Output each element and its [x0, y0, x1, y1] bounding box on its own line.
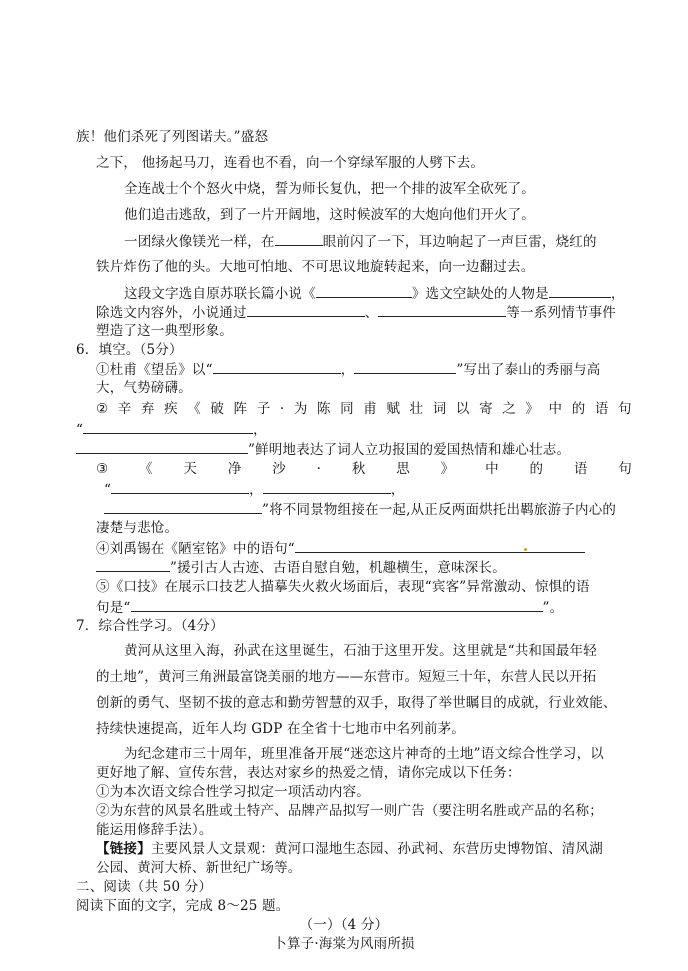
answer-blank — [378, 303, 506, 317]
q7-material-1: 黄河从这里入海，孙武在这里诞生，石油于这里开发。这里就是“共和国最年轻 — [124, 643, 597, 659]
story-line-1: 族！他们杀死了列图诺夫。”盛怒 — [76, 129, 269, 145]
poem-title: 卜算子·海棠为风雨所损 — [273, 936, 415, 952]
q6-item-3-end: 凄楚与悲怆。 — [96, 520, 179, 536]
answer-blank — [213, 360, 341, 374]
q6-item-4: ④刘禹锡在《陋室铭》中的语句“ — [96, 539, 688, 558]
story-line-3: 全连战士个个怒火中烧，誓为师长复仇，把一个排的波军全砍死了。 — [124, 181, 535, 197]
q6-item-3-blank-line: “ ， ， — [104, 482, 405, 498]
story-line-6: 铁片炸伤了他的头。大地可怕地、不可思议地旋转起来，向一边翻过去。 — [96, 259, 535, 275]
q7-material-4: 持续快速提高，近年人均 GDP 在全省十七地市中名列前茅。 — [96, 721, 466, 737]
q6-item-3-spread: ③ 《 天 净 沙 · 秋 思 》 中 的 语 句 — [96, 461, 632, 477]
answer-blank — [354, 360, 456, 374]
section-one-label: （一）（4 分） — [299, 917, 389, 933]
q6-item-3 — [96, 460, 688, 478]
answer-blank — [247, 303, 365, 317]
q7-task-1: 为纪念建市三十周年，班里准备开展“迷恋这片神奇的土地”语文综合性学习，以 — [124, 746, 605, 762]
q5-line-2: 除选文内容外，小说通过 、 等一系列情节事件 — [96, 305, 617, 321]
q6-item-3-cont: ”将不同景物组接在一起,从正反两面烘托出羁旅游子内心的 — [104, 500, 688, 519]
answer-blank — [96, 558, 170, 572]
answer-blank — [263, 480, 391, 494]
q5-line-3: 塑造了这一典型形象。 — [96, 323, 233, 339]
answer-blank — [316, 284, 412, 298]
story-line-2: 之下， 他扬起马刀，连看也不看，向一个穿绿军服的人劈下去。 — [96, 155, 485, 171]
answer-blank — [104, 500, 262, 514]
q7-title: 7．综合性学习。（4分） — [76, 618, 224, 634]
q7-task-5: 能运用修辞手法）。 — [96, 822, 213, 838]
story-line-5: 一团绿火像镁光一样，在 眼前闪了一下，耳边响起了一声巨雷，烧红的 — [124, 234, 597, 250]
part-two-instruction: 阅读下面的文字，完成 8～25 题。 — [76, 898, 290, 914]
mark-dot — [524, 548, 527, 551]
story-line-4: 他们追击逃敌，到了一片开阔地，这时候波军的大炮向他们开火了。 — [124, 207, 535, 223]
q7-task-2: 更好地了解、宣传东营，表达对家乡的热爱之情，请你完成以下任务： — [96, 765, 521, 781]
answer-blank — [275, 232, 323, 246]
q6-item-5-cont: 句是“ ”。 — [96, 600, 564, 616]
q6-item-2-cont: ”鲜明地表达了词人立功报国的爱国热情和雄心壮志。 — [76, 440, 688, 459]
q6-title: 6．填空。（5分） — [76, 342, 183, 358]
part-two-heading: 二、阅读（共 50 分） — [76, 879, 213, 895]
q6-item-2-spread: ② 辛 弃 疾 《 破 阵 子 · 为 陈 同 甫 赋 壮 词 以 寄 之 》 中 的 语 句 — [96, 401, 632, 417]
answer-blank — [83, 420, 253, 434]
q7-link-2: 公园、黄河大桥、新世纪广场等。 — [96, 860, 302, 876]
answer-blank — [76, 440, 248, 454]
q5-line-1: 这段文字选自原苏联长篇小说《 》选文空缺处的人物是 ， — [124, 286, 625, 302]
q7-material-2: 的土地”，黄河三角洲最富饶美丽的地方——东营市。短短三十年，东营人民以开拓 — [96, 669, 597, 685]
answer-blank — [111, 480, 249, 494]
q7-task-3: ①为本次语文综合性学习拟定一项活动内容。 — [96, 784, 370, 800]
q6-item-2-blank-line: “ ， — [76, 422, 267, 438]
q7-task-4: ②为东营的风景名胜或土特产、品牌产品拟写一则广告（要注明名胜或产品的名称； — [96, 803, 603, 819]
answer-blank — [549, 284, 611, 298]
answer-blank — [131, 598, 543, 612]
answer-blank — [295, 539, 585, 553]
q6-item-2 — [96, 400, 688, 418]
q6-item-1-cont: 大，气势磅礴。 — [96, 380, 192, 396]
q6-item-5: ⑤《口技》在展示口技艺人描摹失火救火场面后，表现“宾客”异常激动、惊惧的语 — [96, 579, 590, 595]
q6-item-4-cont: ”援引古人古迹、古语自慰自勉，机趣横生，意味深长。 — [96, 558, 688, 577]
q7-material-3: 创新的勇气、坚韧不拔的意志和勤劳智慧的双手，取得了举世瞩目的成就，行业效能、 — [96, 695, 617, 711]
q6-item-1: ①杜甫《望岳》以“ ， ”写出了泰山的秀丽与高 — [96, 362, 601, 378]
q7-link-1: 【链接】主要风景人文景观：黄河口湿地生态园、孙武祠、东营历史博物馆、清风湖 — [96, 841, 603, 857]
